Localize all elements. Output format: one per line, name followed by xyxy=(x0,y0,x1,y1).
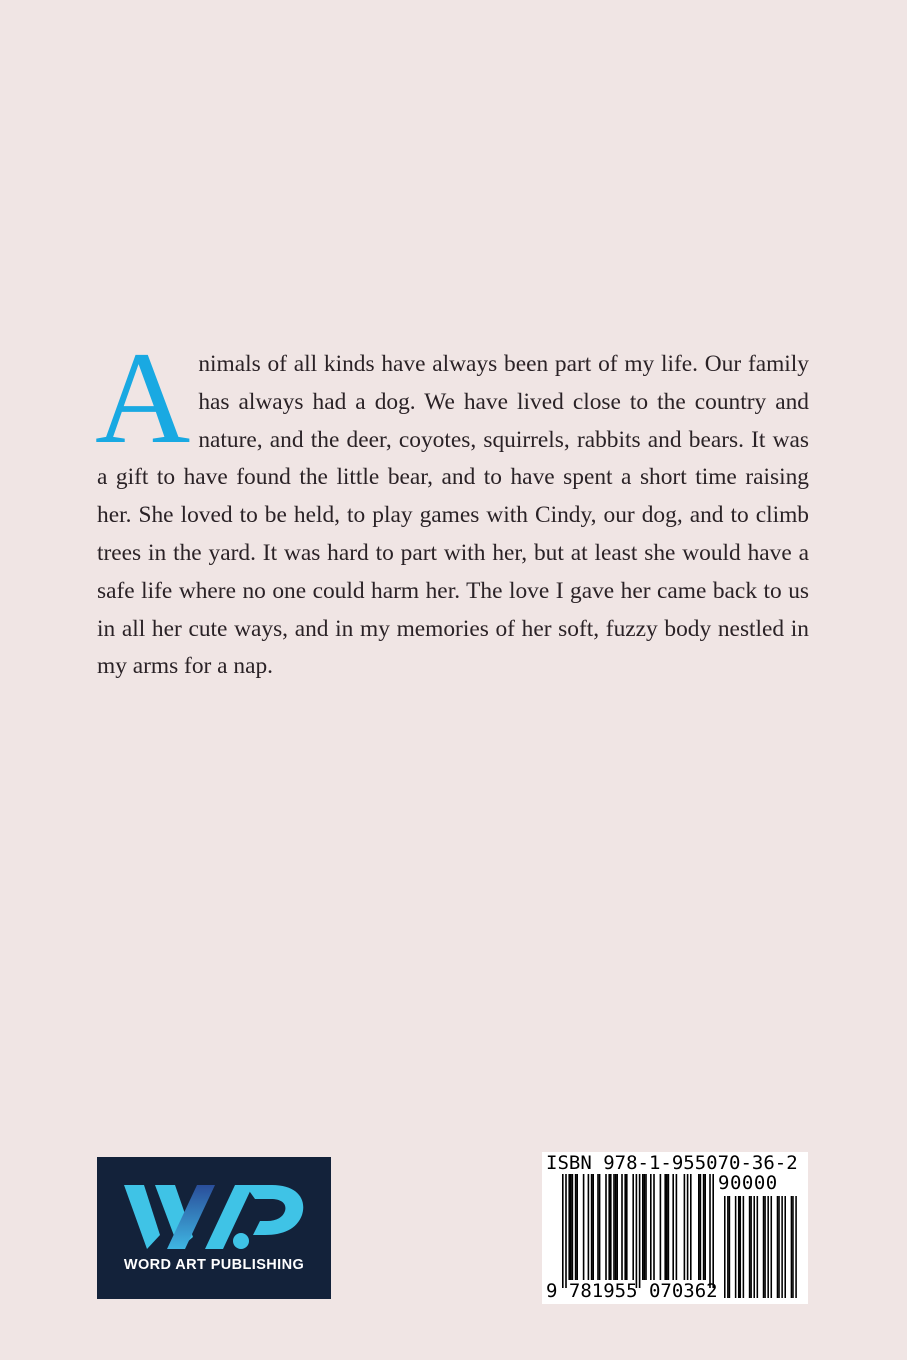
barcode-bar xyxy=(616,1174,618,1280)
addon-bar xyxy=(729,1196,731,1298)
price-code: 90000 xyxy=(718,1172,778,1194)
addon-bar xyxy=(767,1196,769,1298)
barcode-bar xyxy=(597,1174,599,1280)
isbn-label: ISBN 978-1-955070-36-2 xyxy=(546,1152,798,1174)
addon-bar xyxy=(764,1196,766,1298)
barcode-bar xyxy=(624,1174,626,1280)
addon-bar xyxy=(781,1196,783,1298)
barcode-bar xyxy=(621,1174,623,1280)
addon-bar xyxy=(753,1196,755,1298)
wap-logo-icon xyxy=(97,1157,331,1257)
barcode-bar xyxy=(712,1174,714,1288)
barcode-bar xyxy=(687,1174,689,1280)
barcode-bar xyxy=(575,1174,577,1280)
barcode-bar xyxy=(650,1174,652,1280)
barcode-bar xyxy=(562,1174,564,1288)
addon-bar xyxy=(791,1196,793,1298)
ean-digits: 9 781955 070362 xyxy=(546,1280,718,1302)
barcode-bar xyxy=(639,1174,641,1288)
barcode-bar xyxy=(690,1174,692,1280)
barcode-bar xyxy=(636,1174,638,1288)
barcode-bar xyxy=(653,1174,655,1280)
addon-bar xyxy=(784,1196,786,1298)
barcode-bar xyxy=(583,1174,585,1280)
barcode-bar xyxy=(668,1174,670,1280)
barcode-bar xyxy=(626,1174,628,1280)
barcode-bar xyxy=(599,1174,601,1280)
barcode-bar xyxy=(588,1174,590,1280)
barcode-bar xyxy=(591,1174,593,1280)
isbn-barcode xyxy=(542,1152,808,1304)
publisher-logo xyxy=(97,1157,331,1299)
addon-bar xyxy=(735,1196,737,1298)
barcode-bar xyxy=(684,1174,686,1280)
barcode-bar xyxy=(605,1174,607,1280)
addon-bar xyxy=(792,1196,794,1298)
barcode-bar xyxy=(610,1174,612,1280)
barcode-bar xyxy=(666,1174,668,1280)
barcode-bar xyxy=(576,1174,578,1280)
barcode-bar xyxy=(608,1174,610,1280)
addon-bar xyxy=(738,1196,740,1298)
barcode-bar xyxy=(709,1174,711,1288)
addon-bar xyxy=(750,1196,752,1298)
blurb-text: nimals of all kinds have always been part of my life. Our family has always had a dog. We have lived close to the country and nature, and the deer, coyotes, squirrels, rabbits and bears. It was a gift to have found the little bear, and to have spent a short time raising her. She loved to be held, to play games with Cindy, our dog, and to climb trees in the yard. It was hard to part with her, but at least she would have a safe life where no one could harm her. The love I gave her came back to us in all her cute ways, and in my memories of her soft, fuzzy body nestled in my arms for a nap. xyxy=(97,351,809,680)
barcode-bar xyxy=(645,1174,647,1280)
barcode-bar xyxy=(676,1174,678,1280)
barcode-bar xyxy=(700,1174,702,1280)
addon-bar xyxy=(777,1196,779,1298)
publisher-name: WORD ART PUBLISHING xyxy=(123,1257,305,1273)
barcode-bar xyxy=(698,1174,700,1280)
barcode-bar xyxy=(632,1174,634,1280)
addon-bar xyxy=(727,1196,729,1298)
addon-bar xyxy=(743,1196,745,1298)
barcode-bar xyxy=(613,1174,615,1280)
barcode-bar xyxy=(570,1174,572,1280)
addon-bar xyxy=(740,1196,742,1298)
addon-bar xyxy=(724,1196,726,1298)
barcode-bar xyxy=(704,1174,706,1280)
barcode-bar xyxy=(568,1174,570,1280)
addon-bar xyxy=(763,1196,765,1298)
barcode-bar xyxy=(644,1174,646,1280)
barcode-bar xyxy=(672,1174,674,1280)
barcode-bar xyxy=(592,1174,594,1280)
barcode-bar xyxy=(615,1174,617,1280)
addon-bar xyxy=(749,1196,751,1298)
barcode-bar xyxy=(664,1174,666,1280)
barcode-bar xyxy=(642,1174,644,1280)
addon-bar xyxy=(795,1196,797,1298)
addon-bar xyxy=(757,1196,759,1298)
barcode-bar xyxy=(565,1174,567,1288)
back-cover-blurb xyxy=(95,324,809,686)
addon-bar xyxy=(778,1196,780,1298)
barcode-bar xyxy=(703,1174,705,1280)
drop-cap: A xyxy=(95,324,191,471)
addon-bar xyxy=(771,1196,773,1298)
barcode-bar xyxy=(660,1174,662,1280)
barcode-bar xyxy=(572,1174,574,1280)
